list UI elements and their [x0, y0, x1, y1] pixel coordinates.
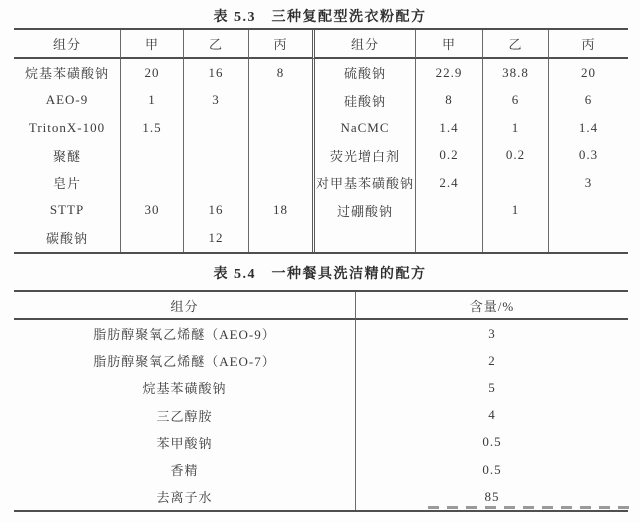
- table-cell: 荧光增白剂: [312, 142, 415, 170]
- table-cell: [120, 169, 183, 197]
- table-5-3: [14, 28, 628, 254]
- table-cell: 20: [120, 59, 183, 87]
- column-header: 丙: [248, 30, 312, 59]
- table-cell: 38.8: [482, 59, 548, 87]
- table-cell: 8: [415, 87, 482, 115]
- table-cell: 1: [120, 87, 183, 115]
- table-cell: 1.4: [415, 114, 482, 142]
- table-cell: 6: [482, 87, 548, 115]
- table-cell: 16: [183, 59, 248, 87]
- table-cell: NaCMC: [312, 114, 415, 142]
- table-cell: 硫酸钠: [312, 59, 415, 87]
- table-cell: 脂肪醇聚氧乙烯醚（AEO-7）: [93, 354, 276, 370]
- table-cell: 4: [355, 402, 628, 429]
- table-cell: 1: [482, 197, 548, 225]
- table-cell: 2.4: [415, 169, 482, 197]
- column-header: 甲: [120, 30, 183, 59]
- table-cell: 18: [248, 197, 312, 225]
- table-cell: STTP: [49, 202, 85, 218]
- table-cell: 过硼酸钠: [312, 197, 415, 225]
- table-cell: 皂片: [52, 176, 81, 192]
- table-cell: 1.5: [120, 114, 183, 142]
- table-cell: 2: [355, 347, 628, 374]
- table-cell: [548, 197, 628, 225]
- table-cell: 22.9: [415, 59, 482, 87]
- table-cell: 3: [355, 320, 628, 347]
- table-cell: 去离子水: [156, 490, 213, 506]
- table-cell: 6: [548, 87, 628, 115]
- table-cell: 碳酸钠: [45, 231, 88, 247]
- table-cell: [120, 142, 183, 170]
- table-cell: [415, 224, 482, 252]
- table-cell: [183, 114, 248, 142]
- table-cell: 聚醚: [52, 148, 81, 164]
- table-cell: 1: [482, 114, 548, 142]
- column-header: 甲: [415, 30, 482, 59]
- table-cell: AEO-9: [45, 92, 89, 108]
- table-cell: 0.3: [548, 142, 628, 170]
- table-5-4-caption: 表 5.4 一种餐具洗洁精的配方: [213, 267, 427, 282]
- table-5-4: [14, 290, 628, 512]
- table-cell: [482, 169, 548, 197]
- table-cell: [482, 224, 548, 252]
- table-cell: 0.5: [355, 456, 628, 483]
- table-cell: 3: [548, 169, 628, 197]
- table-cell: 20: [548, 59, 628, 87]
- table-cell: 0.5: [355, 429, 628, 456]
- table-cell: [248, 224, 312, 252]
- table-cell: 16: [183, 197, 248, 225]
- table-cell: 12: [183, 224, 248, 252]
- table-5-3-caption: 表 5.3 三种复配型洗衣粉配方: [213, 10, 427, 25]
- column-header: 乙: [183, 30, 248, 59]
- table-cell: [183, 142, 248, 170]
- table-cell: TritonX-100: [28, 119, 106, 135]
- table-cell: 1.4: [548, 114, 628, 142]
- table-cell: [248, 114, 312, 142]
- table-cell: 85: [355, 483, 628, 510]
- table-cell: [248, 169, 312, 197]
- table-cell: [248, 142, 312, 170]
- table-cell: 5: [355, 374, 628, 401]
- table-cell: 硅酸钠: [312, 87, 415, 115]
- table-cell: [120, 224, 183, 252]
- table-cell: 0.2: [415, 142, 482, 170]
- table-cell: 烷基苯磺酸钠: [24, 66, 109, 82]
- table-cell: 对甲基苯磺酸钠: [312, 169, 415, 197]
- column-header: 组分: [14, 30, 120, 59]
- column-header: 乙: [482, 30, 548, 59]
- table-cell: [183, 169, 248, 197]
- column-header: 丙: [548, 30, 628, 59]
- column-header: 组分: [312, 30, 415, 59]
- watermark: [428, 504, 632, 511]
- table-cell: 0.2: [482, 142, 548, 170]
- column-header: 组分: [14, 292, 355, 320]
- table-cell: 脂肪醇聚氧乙烯醚（AEO-9）: [93, 327, 276, 343]
- table-cell: 烷基苯磺酸钠: [142, 381, 227, 397]
- table-cell: [415, 197, 482, 225]
- table-cell: 三乙醇胺: [156, 408, 213, 424]
- table-cell: 30: [120, 197, 183, 225]
- table-cell: 苯甲酸钠: [156, 435, 213, 451]
- table-cell: [312, 224, 415, 252]
- table-cell: [548, 224, 628, 252]
- column-header: 含量/%: [355, 292, 628, 320]
- table-cell: 香精: [170, 463, 199, 479]
- table-cell: 3: [183, 87, 248, 115]
- table-cell: [248, 87, 312, 115]
- table-cell: 8: [248, 59, 312, 87]
